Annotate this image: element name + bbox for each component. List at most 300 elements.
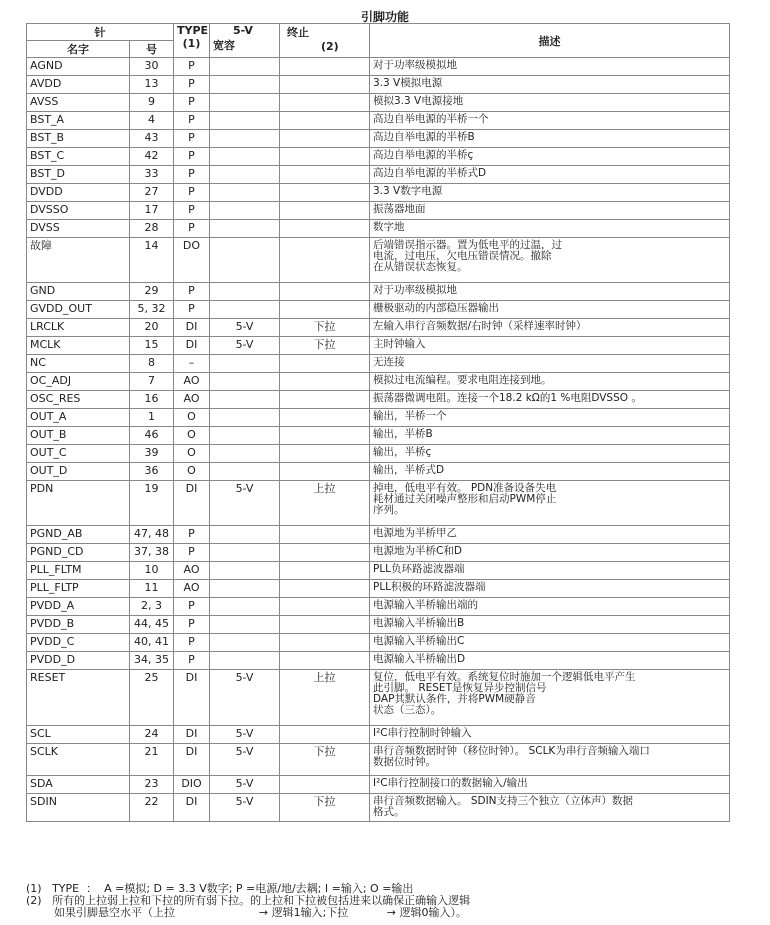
description-line: 此引脚。 RESET是恢复异步控制信号 — [373, 682, 547, 694]
description-cell — [370, 409, 730, 427]
description-cell — [370, 184, 730, 202]
pin-type-cell: DI — [174, 744, 210, 776]
pin-type-cell: P — [174, 220, 210, 238]
tolerant-cell — [210, 94, 280, 112]
table-row — [27, 184, 730, 202]
pin-function-table — [26, 23, 730, 822]
table-row — [27, 598, 730, 616]
pin-type-cell: P — [174, 112, 210, 130]
description-line: DAP其默认条件，并将PWM硬静音 — [373, 693, 536, 705]
pin-type-cell: P — [174, 58, 210, 76]
pin-number-cell: 21 — [130, 744, 174, 776]
pin-name-cell: MCLK — [27, 337, 130, 355]
termination-cell: 下拉 — [280, 319, 370, 337]
description-cell — [370, 112, 730, 130]
description-cell — [370, 301, 730, 319]
termination-cell — [280, 148, 370, 166]
description-cell — [370, 445, 730, 463]
description-line: 主时钟输入 — [373, 338, 426, 350]
termination-cell — [280, 94, 370, 112]
tolerant-cell — [210, 373, 280, 391]
pin-number-cell: 9 — [130, 94, 174, 112]
description-line: 在从错误状态恢复。 — [373, 261, 468, 273]
description-header: 描述 — [370, 24, 730, 58]
pin-number-cell: 17 — [130, 202, 174, 220]
termination-cell — [280, 427, 370, 445]
description-line: 栅极驱动的内部稳压器输出 — [373, 302, 499, 314]
pin-number-cell: 22 — [130, 794, 174, 822]
description-cell — [370, 616, 730, 634]
pin-name-cell: 故障 — [27, 238, 130, 283]
pin-number-cell: 40, 41 — [130, 634, 174, 652]
termination-cell — [280, 776, 370, 794]
description-cell — [370, 634, 730, 652]
pin-name-cell: PLL_FLTM — [27, 562, 130, 580]
table-row — [27, 744, 730, 776]
tolerant-cell: 5-V — [210, 670, 280, 726]
description-cell — [370, 94, 730, 112]
table-row — [27, 391, 730, 409]
description-line: 电源输入半桥输出C — [373, 635, 465, 647]
termination-header-note: (2) — [321, 40, 339, 53]
table-row — [27, 776, 730, 794]
table-row — [27, 634, 730, 652]
page-title: 引脚功能 — [360, 10, 409, 24]
pin-number-cell: 2, 3 — [130, 598, 174, 616]
pin-name-cell: AVDD — [27, 76, 130, 94]
description-line: 数字地 — [373, 221, 405, 233]
pin-name-cell: BST_C — [27, 148, 130, 166]
description-cell — [370, 794, 730, 822]
termination-header-label: 终止 — [287, 26, 309, 39]
pin-type-cell: AO — [174, 391, 210, 409]
pin-number-cell: 46 — [130, 427, 174, 445]
tolerant-cell — [210, 220, 280, 238]
tolerant-cell: 5-V — [210, 337, 280, 355]
tolerant-cell — [210, 409, 280, 427]
pin-number-cell: 4 — [130, 112, 174, 130]
pin-name-cell: BST_B — [27, 130, 130, 148]
pin-type-cell: DO — [174, 238, 210, 283]
pin-name-cell: SDIN — [27, 794, 130, 822]
pin-type-cell: O — [174, 463, 210, 481]
description-cell — [370, 562, 730, 580]
description-line: 电流，过电压，欠电压错误情况。撤除 — [373, 250, 552, 262]
description-line: 输出，半桥ç — [373, 446, 432, 458]
tolerant-cell — [210, 76, 280, 94]
description-line: 串行音频数据时钟（移位时钟）。 SCLK为串行音频输入端口 — [373, 745, 650, 757]
pin-name-cell: SCL — [27, 726, 130, 744]
description-line: 数据位时钟。 — [373, 756, 436, 768]
pin-number-cell: 36 — [130, 463, 174, 481]
pin-name-cell: PVDD_D — [27, 652, 130, 670]
termination-cell — [280, 238, 370, 283]
table-row — [27, 283, 730, 301]
pin-name-cell: OUT_B — [27, 427, 130, 445]
termination-cell — [280, 598, 370, 616]
description-line: 输出，半桥B — [373, 428, 433, 440]
description-cell — [370, 598, 730, 616]
description-cell — [370, 373, 730, 391]
termination-cell — [280, 463, 370, 481]
footnotes — [26, 883, 470, 919]
description-cell — [370, 283, 730, 301]
description-cell — [370, 355, 730, 373]
pin-number-cell: 39 — [130, 445, 174, 463]
pin-type-cell: DI — [174, 319, 210, 337]
pin-type-cell: P — [174, 301, 210, 319]
table-row — [27, 58, 730, 76]
description-line: PLL负环路滤波器端 — [373, 563, 465, 575]
pin-type-cell: P — [174, 526, 210, 544]
termination-cell: 下拉 — [280, 794, 370, 822]
pin-name-cell: GND — [27, 283, 130, 301]
pin-type-cell: DI — [174, 337, 210, 355]
description-line: 后端错误指示器。置为低电平的过温，过 — [373, 239, 562, 251]
termination-cell — [280, 526, 370, 544]
pin-number-cell: 20 — [130, 319, 174, 337]
description-cell — [370, 427, 730, 445]
description-line: 格式。 — [373, 806, 405, 818]
pin-number-cell: 34, 35 — [130, 652, 174, 670]
table-row — [27, 112, 730, 130]
footnote-1: (1) TYPE ： A =模拟; D = 3.3 V数字; P =电源/地/去耦; I =输入; O =输出 — [26, 882, 414, 895]
description-line: 模拟3.3 V电源接地 — [373, 95, 464, 107]
tolerant-cell: 5-V — [210, 726, 280, 744]
pin-name-cell: OC_ADJ — [27, 373, 130, 391]
description-line: 复位，低电平有效。系统复位时施加一个逻辑低电平产生 — [373, 671, 636, 683]
description-line: 掉电，低电平有效。 PDN准备设备失电 — [373, 482, 557, 494]
description-cell — [370, 202, 730, 220]
pin-number-cell: 27 — [130, 184, 174, 202]
pin-type-cell: AO — [174, 580, 210, 598]
pin-name-cell: PLL_FLTP — [27, 580, 130, 598]
description-cell — [370, 238, 730, 283]
description-line: 左输入串行音频数据/右时钟（采样速率时钟） — [373, 320, 587, 332]
pin-name-cell: PGND_AB — [27, 526, 130, 544]
termination-cell — [280, 634, 370, 652]
description-line: 高边自举电源的半桥一个 — [373, 113, 489, 125]
termination-cell — [280, 202, 370, 220]
pin-type-cell: P — [174, 616, 210, 634]
description-cell — [370, 580, 730, 598]
tolerant-cell: 5-V — [210, 481, 280, 526]
table-row — [27, 94, 730, 112]
tolerant-cell — [210, 238, 280, 283]
table-row — [27, 526, 730, 544]
pin-name-cell: OUT_D — [27, 463, 130, 481]
table-row — [27, 76, 730, 94]
termination-cell — [280, 391, 370, 409]
tolerant-cell — [210, 130, 280, 148]
pin-number-cell: 42 — [130, 148, 174, 166]
tolerant-cell — [210, 616, 280, 634]
tolerant-cell — [210, 184, 280, 202]
termination-cell — [280, 58, 370, 76]
pin-name-cell: PVDD_B — [27, 616, 130, 634]
description-cell — [370, 130, 730, 148]
pin-number-cell: 15 — [130, 337, 174, 355]
pin-number-cell: 28 — [130, 220, 174, 238]
pin-type-cell: P — [174, 148, 210, 166]
termination-cell — [280, 184, 370, 202]
termination-cell — [280, 130, 370, 148]
description-cell — [370, 526, 730, 544]
table-row — [27, 166, 730, 184]
description-line: 电源输入半桥输出B — [373, 617, 465, 629]
description-cell — [370, 726, 730, 744]
table-row — [27, 652, 730, 670]
termination-cell: 下拉 — [280, 337, 370, 355]
pin-number-cell: 29 — [130, 283, 174, 301]
pin-number-cell: 44, 45 — [130, 616, 174, 634]
pin-name-cell: AGND — [27, 58, 130, 76]
termination-cell — [280, 616, 370, 634]
table-row — [27, 463, 730, 481]
description-line: 对于功率级模拟地 — [373, 59, 457, 71]
description-line: 高边自举电源的半桥B — [373, 131, 475, 143]
pin-name-cell: SCLK — [27, 744, 130, 776]
tolerant-cell — [210, 445, 280, 463]
termination-cell — [280, 283, 370, 301]
pin-number-cell: 25 — [130, 670, 174, 726]
pin-name-cell: AVSS — [27, 94, 130, 112]
table-row — [27, 670, 730, 726]
pin-type-cell: P — [174, 283, 210, 301]
pin-type-cell: P — [174, 544, 210, 562]
description-cell — [370, 220, 730, 238]
table-row — [27, 238, 730, 283]
termination-cell — [280, 220, 370, 238]
table-row — [27, 544, 730, 562]
name-header: 名字 — [27, 41, 130, 58]
pin-number-cell: 16 — [130, 391, 174, 409]
footnote-2-cont: 如果引脚悬空水平（上拉 → 逻辑1输入;下拉 → 逻辑0输入）。 — [26, 906, 467, 919]
tolerant-cell: 5-V — [210, 776, 280, 794]
pin-type-cell: O — [174, 445, 210, 463]
tolerant-header — [210, 24, 280, 58]
pin-name-cell: BST_A — [27, 112, 130, 130]
termination-cell: 上拉 — [280, 670, 370, 726]
pin-type-cell: P — [174, 634, 210, 652]
pin-number-cell: 43 — [130, 130, 174, 148]
pin-number-cell: 19 — [130, 481, 174, 526]
tolerant-cell — [210, 391, 280, 409]
pin-type-cell: DI — [174, 794, 210, 822]
pin-type-cell: P — [174, 94, 210, 112]
tolerant-cell — [210, 112, 280, 130]
pin-name-cell: PGND_CD — [27, 544, 130, 562]
description-cell — [370, 463, 730, 481]
table-row — [27, 445, 730, 463]
description-cell — [370, 391, 730, 409]
description-line: 振荡器微调电阻。连接一个18.2 kΩ的1 %电阻DVSSO 。 — [373, 392, 642, 404]
pin-type-cell: – — [174, 355, 210, 373]
pin-number-cell: 1 — [130, 409, 174, 427]
table-row — [27, 481, 730, 526]
footnote-2: (2) 所有的上拉弱上拉和下拉的所有弱下拉。的上拉和下拉被包括进来以确保正确输入逻辑 — [26, 894, 471, 907]
description-line: 高边自举电源的半桥式D — [373, 167, 487, 179]
pin-type-cell: P — [174, 130, 210, 148]
description-line: 3.3 V模拟电源 — [373, 77, 443, 89]
pin-number-cell: 5, 32 — [130, 301, 174, 319]
pin-type-cell: AO — [174, 562, 210, 580]
termination-cell — [280, 580, 370, 598]
pin-type-cell: P — [174, 166, 210, 184]
type-header-note: (1) — [182, 37, 201, 50]
pin-name-cell: OSC_RES — [27, 391, 130, 409]
pin-name-cell: NC — [27, 355, 130, 373]
tolerant-cell — [210, 301, 280, 319]
pin-name-cell: RESET — [27, 670, 130, 726]
table-row — [27, 562, 730, 580]
tolerant-cell — [210, 463, 280, 481]
pin-name-cell: PVDD_A — [27, 598, 130, 616]
pin-type-cell: DI — [174, 726, 210, 744]
pin-number-cell: 30 — [130, 58, 174, 76]
pin-name-cell: LRCLK — [27, 319, 130, 337]
termination-cell — [280, 652, 370, 670]
pin-type-cell: DIO — [174, 776, 210, 794]
description-line: 输出，半桥一个 — [373, 410, 447, 422]
description-line: I²C串行控制时钟输入 — [373, 727, 472, 739]
tolerant-cell — [210, 634, 280, 652]
pin-type-cell: O — [174, 409, 210, 427]
type-header-label: TYPE — [177, 24, 209, 37]
description-cell — [370, 544, 730, 562]
pin-number-cell: 10 — [130, 562, 174, 580]
pin-number-cell: 13 — [130, 76, 174, 94]
description-line: 3.3 V数字电源 — [373, 185, 443, 197]
termination-cell — [280, 445, 370, 463]
description-line: 序列。 — [373, 504, 405, 516]
table-row — [27, 427, 730, 445]
termination-cell: 下拉 — [280, 744, 370, 776]
pin-type-cell: P — [174, 76, 210, 94]
pin-name-cell: PDN — [27, 481, 130, 526]
pin-number-cell: 24 — [130, 726, 174, 744]
tolerant-header-sub: 宽容 — [213, 39, 235, 52]
termination-cell: 上拉 — [280, 481, 370, 526]
tolerant-header-label: 5-V — [233, 24, 253, 37]
tolerant-cell — [210, 598, 280, 616]
description-cell — [370, 776, 730, 794]
description-cell — [370, 481, 730, 526]
tolerant-cell — [210, 526, 280, 544]
description-cell — [370, 670, 730, 726]
description-line: 状态（三态）。 — [373, 704, 442, 716]
description-line: 输出，半桥式D — [373, 464, 445, 476]
description-line: 高边自举电源的半桥ç — [373, 149, 474, 161]
description-line: I²C串行控制接口的数据输入/输出 — [373, 777, 528, 789]
description-line: 振荡器地面 — [373, 203, 426, 215]
tolerant-cell — [210, 427, 280, 445]
tolerant-cell — [210, 58, 280, 76]
pin-name-cell: BST_D — [27, 166, 130, 184]
termination-cell — [280, 726, 370, 744]
pin-number-cell: 11 — [130, 580, 174, 598]
termination-cell — [280, 355, 370, 373]
table-row — [27, 616, 730, 634]
description-line: PLL积极的环路滤波器端 — [373, 581, 486, 593]
tolerant-cell — [210, 652, 280, 670]
description-cell — [370, 58, 730, 76]
description-cell — [370, 744, 730, 776]
tolerant-cell — [210, 283, 280, 301]
pin-name-cell: OUT_A — [27, 409, 130, 427]
description-cell — [370, 652, 730, 670]
description-line: 电源地为半桥甲乙 — [373, 527, 457, 539]
pin-name-cell: DVSS — [27, 220, 130, 238]
termination-cell — [280, 112, 370, 130]
table-row — [27, 355, 730, 373]
table-row — [27, 220, 730, 238]
pin-name-cell: OUT_C — [27, 445, 130, 463]
termination-cell — [280, 562, 370, 580]
description-line: 耗材通过关闭噪声整形和启动PWM停止 — [373, 493, 557, 505]
pin-type-cell: P — [174, 598, 210, 616]
pin-number-cell: 14 — [130, 238, 174, 283]
pin-name-cell: GVDD_OUT — [27, 301, 130, 319]
description-cell — [370, 76, 730, 94]
pin-type-cell: AO — [174, 373, 210, 391]
termination-header — [280, 24, 370, 58]
termination-cell — [280, 76, 370, 94]
description-cell — [370, 166, 730, 184]
pin-name-cell: SDA — [27, 776, 130, 794]
pin-type-cell: DI — [174, 481, 210, 526]
pin-type-cell: P — [174, 652, 210, 670]
tolerant-cell: 5-V — [210, 794, 280, 822]
table-row — [27, 337, 730, 355]
pin-number-cell: 37, 38 — [130, 544, 174, 562]
table-row — [27, 319, 730, 337]
pin-group-header: 针 — [27, 24, 174, 41]
number-header: 号 — [130, 41, 174, 58]
pin-number-cell: 7 — [130, 373, 174, 391]
description-line: 电源地为半桥C和D — [373, 545, 462, 557]
pin-number-cell: 8 — [130, 355, 174, 373]
pin-number-cell: 23 — [130, 776, 174, 794]
table-row — [27, 726, 730, 744]
tolerant-cell: 5-V — [210, 319, 280, 337]
termination-cell — [280, 373, 370, 391]
termination-cell — [280, 301, 370, 319]
tolerant-cell: 5-V — [210, 744, 280, 776]
description-cell — [370, 337, 730, 355]
pin-type-cell: DI — [174, 670, 210, 726]
description-line: 电源输入半桥输出端的 — [373, 599, 478, 611]
description-line: 模拟过电流编程。要求电阻连接到地。 — [373, 374, 552, 386]
tolerant-cell — [210, 562, 280, 580]
termination-cell — [280, 409, 370, 427]
pin-name-cell: DVDD — [27, 184, 130, 202]
description-cell — [370, 319, 730, 337]
pin-number-cell: 47, 48 — [130, 526, 174, 544]
pin-number-cell: 33 — [130, 166, 174, 184]
table-row — [27, 148, 730, 166]
tolerant-cell — [210, 166, 280, 184]
description-cell — [370, 148, 730, 166]
pin-name-cell: DVSSO — [27, 202, 130, 220]
table-row — [27, 301, 730, 319]
termination-cell — [280, 544, 370, 562]
pin-name-cell: PVDD_C — [27, 634, 130, 652]
pin-type-cell: O — [174, 427, 210, 445]
table-row — [27, 130, 730, 148]
table-row — [27, 580, 730, 598]
table-row — [27, 202, 730, 220]
